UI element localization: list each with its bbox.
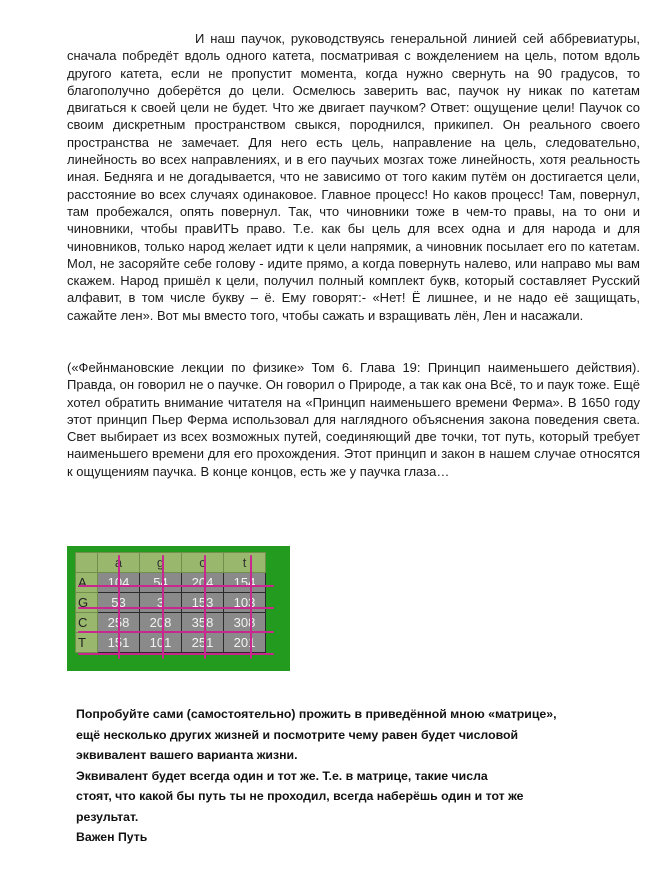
matrix-cell: 258 xyxy=(98,613,140,633)
note-line: Попробуйте сами (самостоятельно) прожить в приведённой мною «матрице», xyxy=(76,707,557,721)
matrix-cell: 251 xyxy=(182,633,224,653)
matrix-cell: 308 xyxy=(224,613,266,633)
matrix-col-header: t xyxy=(224,553,266,573)
paragraph-spider-text: И наш паучок, руководствуясь генеральной линией сей аббревиатуры, сначала побредёт вдоль одного катета, посматривая с вожделением на цель, потом вдоль другого катета, если не пропустит момента, когда нужно свернуть на 90 градусов, то благополучно доберётся до цели. Осмелюсь заверить вас, паучок ну никак по катетам двигаться к своей цели не будет. Что же двигает паучком? Ответ: ощущение цели! Паучок со своим дискретным пространством свыкся, породнился, прикипел. Он реального своего пространства не замечает. Для него есть цель, направление на цель, следовательно, линейность во всех направлениях, и в его паучьих мозгах тоже линейность, хотя реальность иная. Бедняга и не догадывается, что не зависимо от того каким путём он достигается цели, расстояние во всех случаях одинаковое. Главное процесс! Но каков процесс! Там, повернул, там пробежался, опять повернул. Так, что чиновники тоже в чем-то правы, на то они и чиновники, чтобы правИТЬ право. Т.е. как бы цель для всех одна и для народа и для чиновников, только народ желает идти к цели напрямик, а чиновник посылает его по катетам. Мол, не засоряйте себе голову - идите прямо, а когда повернуть налево, или направо мы вам скажем. Народ пришёл к цели, получил полный комплект букв, который составляет Русский алфавит, в том числе букву – ё. Ему говорят:- «Нет! Ё лишнее, и не надо её защищать, сажайте лен». Вот мы вместо того, чтобы сажать и взращивать лён, Лен и насажали. xyxy=(67,31,640,323)
matrix-row-header: A xyxy=(76,573,98,593)
note-line: эквивалент вашего варианта жизни. xyxy=(76,748,298,762)
number-matrix xyxy=(67,546,290,671)
matrix-row xyxy=(76,593,266,613)
note-line: Эквивалент будет всегда один и тот же. Т.е. в матрице, такие числа xyxy=(76,768,488,783)
matrix-cell: 53 xyxy=(98,593,140,613)
matrix-cell: 54 xyxy=(140,573,182,593)
matrix-row xyxy=(76,613,266,633)
matrix-cell: 358 xyxy=(182,613,224,633)
matrix-cell: 101 xyxy=(140,633,182,653)
matrix-cell: 204 xyxy=(182,573,224,593)
matrix-table xyxy=(75,552,266,653)
matrix-row xyxy=(76,633,266,653)
matrix-row-header: G xyxy=(76,593,98,613)
note-line: Важен Путь xyxy=(76,830,148,844)
matrix-cell: 3 xyxy=(140,593,182,613)
matrix-col-header: a xyxy=(98,553,140,573)
matrix-cell: 201 xyxy=(224,633,266,653)
matrix-cell: 208 xyxy=(140,613,182,633)
matrix-row xyxy=(76,573,266,593)
matrix-cell: 104 xyxy=(98,573,140,593)
paragraph-spider xyxy=(67,30,640,324)
bottom-note xyxy=(76,704,636,848)
matrix-cell: 151 xyxy=(98,633,140,653)
matrix-col-header: c xyxy=(182,553,224,573)
matrix-cell: 153 xyxy=(182,593,224,613)
matrix-row-header: T xyxy=(76,633,98,653)
matrix-col-header: g xyxy=(140,553,182,573)
matrix-cell: 154 xyxy=(224,573,266,593)
matrix-cell: 103 xyxy=(224,593,266,613)
note-line: стоят, что какой бы путь ты не проходил, всегда наберёшь один и тот же xyxy=(76,789,524,803)
matrix-corner-cell xyxy=(76,553,98,573)
note-line: ещё несколько других жизней и посмотрите чему равен будет числовой xyxy=(76,727,519,742)
matrix-header-row xyxy=(76,553,266,573)
note-line: результат. xyxy=(76,809,139,824)
matrix-row-header: C xyxy=(76,613,98,633)
paragraph-feynman: («Фейнмановские лекции по физике» Том 6. Глава 19: Принцип наименьшего действия). Правда, он говорил не о паучке. Он говорил о Природе, а так как она Всё, то и паук тоже. Ещё хотел обратить внимание читателя на «Принцип наименьшего времени Ферма». В 1650 году этот принцип Пьер Ферма использовал для наглядного объяснения закона поведения света. Свет выбирает из всех возможных путей, соединяющий две точки, тот путь, который требует наименьшего времени для его прохождения. Этот принцип и закон в нашем случае относятся к ощущениям паучка. В конце концов, есть же у паучка глаза… xyxy=(67,360,640,479)
